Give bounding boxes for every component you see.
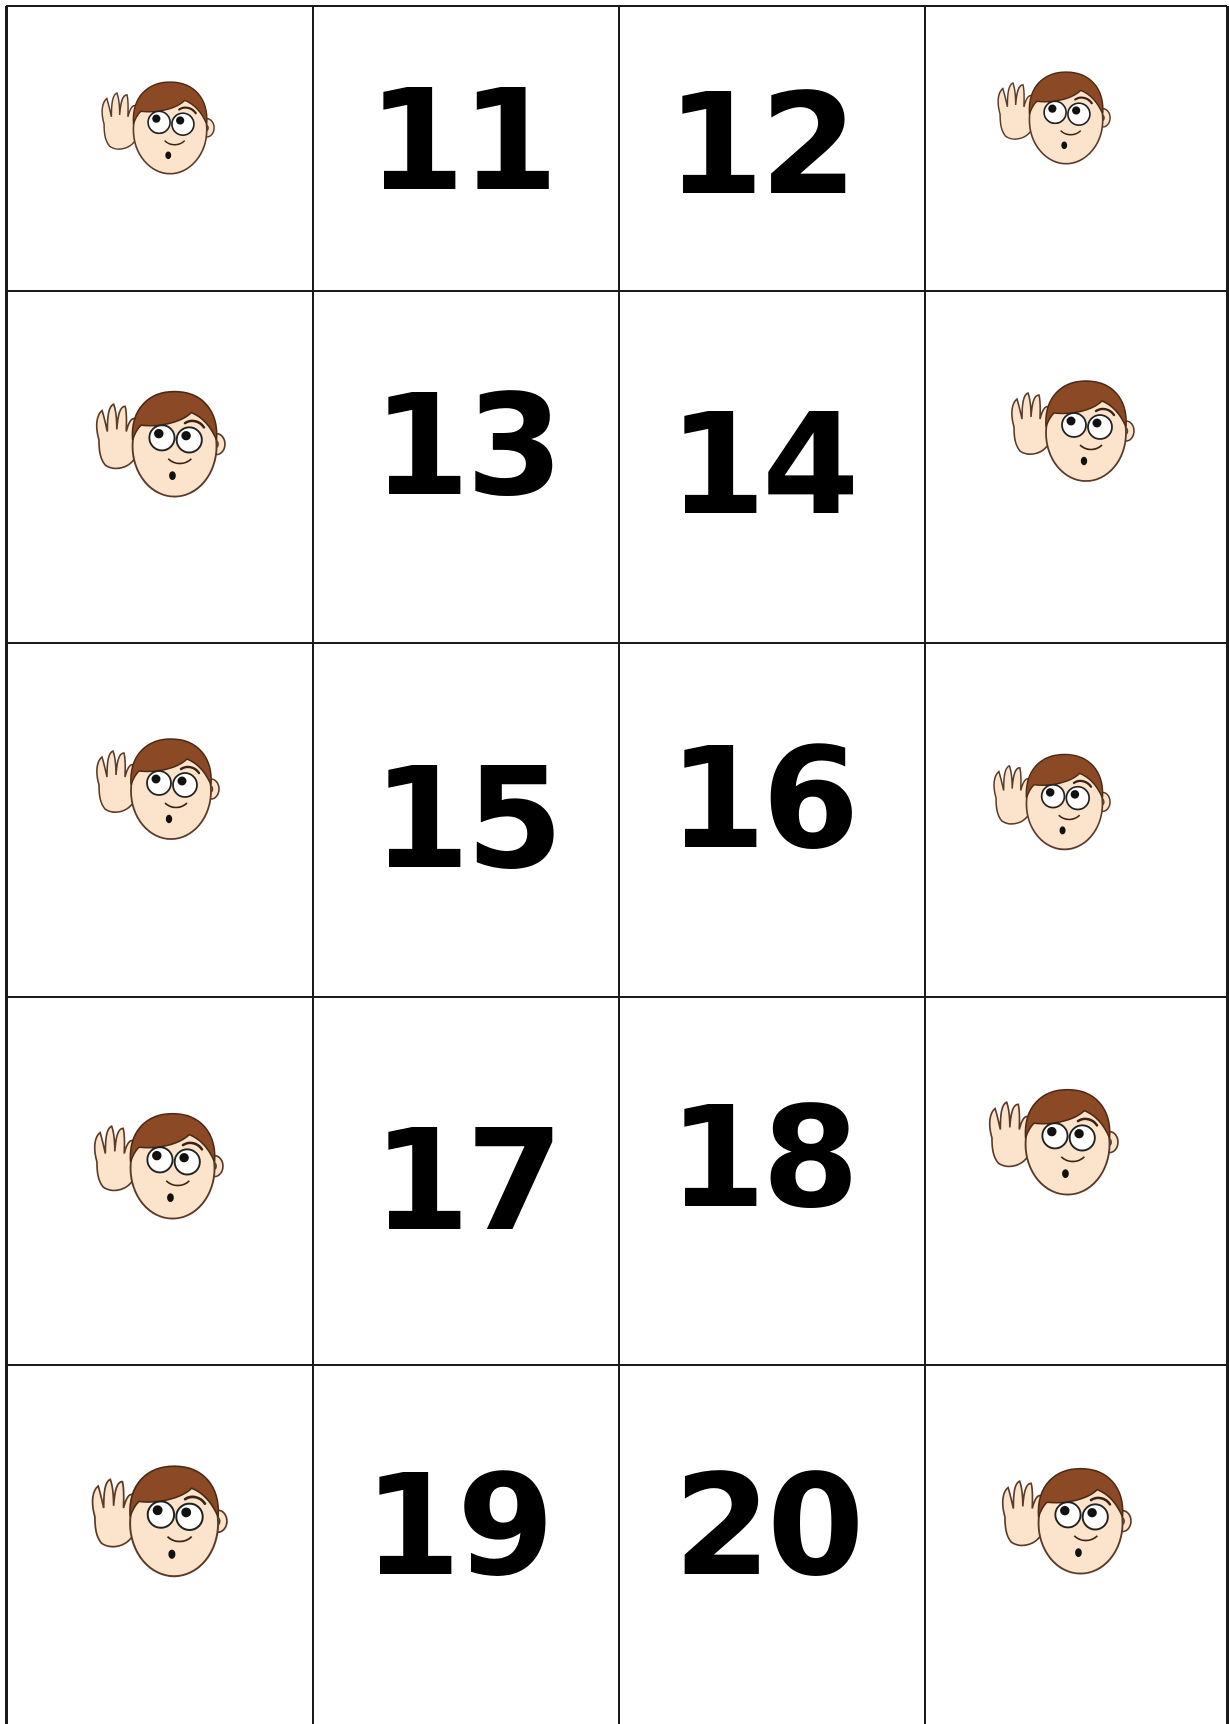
listening-boy-icon: [84, 379, 242, 505]
grid-line-horizontal: [6, 1364, 1227, 1366]
listening-card: [84, 379, 242, 509]
number-card: 17: [372, 1100, 560, 1263]
listening-boy-icon: [79, 1453, 244, 1585]
listening-card: [990, 1456, 1148, 1586]
listening-boy-icon: [85, 727, 235, 847]
grid-line-vertical: [924, 6, 926, 1724]
listening-card: [983, 743, 1126, 861]
listening-card: [977, 1077, 1135, 1207]
grid-line-vertical: [312, 6, 314, 1724]
number-card: 16: [668, 718, 856, 881]
listening-boy-icon: [82, 1101, 240, 1227]
listening-boy-icon: [91, 71, 229, 181]
listening-boy-icon: [990, 1456, 1148, 1582]
grid-line-horizontal: [6, 290, 1227, 292]
grid-line-horizontal: [6, 996, 1227, 998]
listening-boy-icon: [977, 1077, 1135, 1203]
listening-card: [79, 1453, 244, 1589]
grid-line-horizontal: [6, 642, 1227, 644]
number-card: 14: [668, 384, 856, 547]
listening-boy-icon: [983, 743, 1126, 857]
number-card: 18: [668, 1077, 856, 1240]
number-card: 20: [673, 1444, 861, 1608]
number-card: 12: [666, 63, 854, 227]
listening-card: [82, 1101, 240, 1231]
listening-card: [91, 71, 229, 185]
grid-line-horizontal: [6, 5, 1227, 7]
listening-boy-icon: [1000, 369, 1150, 489]
number-card: 13: [372, 365, 560, 528]
number-card: 15: [372, 738, 560, 901]
number-card: 11: [367, 59, 555, 223]
listening-card: [85, 727, 235, 851]
listening-boy-icon: [987, 61, 1125, 171]
listening-card: [987, 61, 1125, 175]
grid-line-vertical: [618, 6, 620, 1724]
number-card: 19: [363, 1444, 551, 1608]
listening-card: [1000, 369, 1150, 493]
grid-line-vertical: [5, 6, 8, 1724]
